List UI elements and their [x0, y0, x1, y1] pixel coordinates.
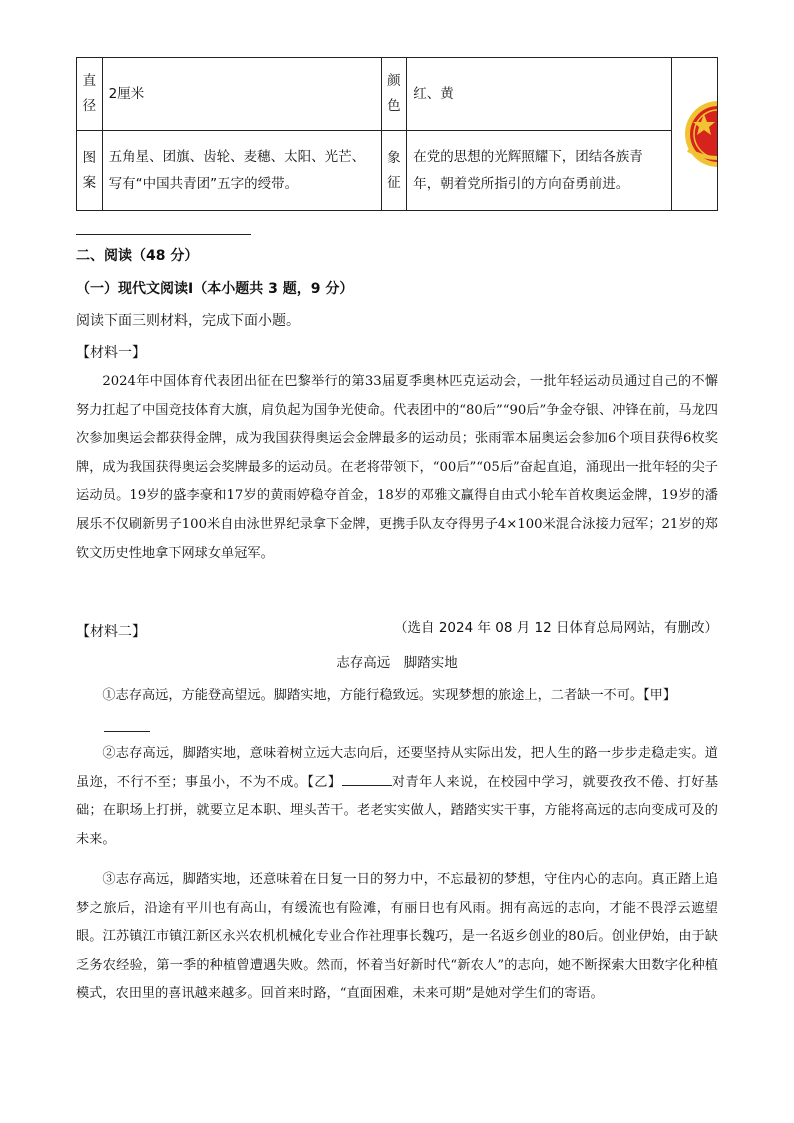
material2-paragraph-1: ①志存高远，方能登高望远。脚踏实地，方能行稳致远。实现梦想的旅途上，二者缺一不可。【甲】	[102, 688, 677, 703]
material1-source: （选自 2024 年 08 月 12 日体育总局网站，有删改）	[394, 620, 718, 636]
material2-heading: 【材料二】	[76, 624, 146, 640]
paragraph-2-part-2: 对青年人来说，在校园中学习，就要孜孜不倦、打好基础；在职场上打拼，就要立足本职、埋头苦干。老老实实做人，踏踏实实干事，方能将高远的志向变成可及的未来。	[76, 774, 719, 847]
color-value: 红、黄	[407, 58, 672, 131]
table-row	[77, 131, 718, 211]
paragraph-2-part-1: ②志存高远，脚踏实地，意味着树立远大志向后，还要坚持从实际出发，把人生的路一步步走稳走实。道虽迩，不行不至；事虽小，不为不成。【乙】	[76, 746, 718, 790]
color-label: 颜色	[381, 58, 407, 131]
table-row	[77, 58, 718, 131]
material1-paragraph: 2024年中国体育代表团出征在巴黎举行的第33届夏季奥林匹克运动会，一批年轻运动员通过自己的不懈努力扛起了中国竞技体育大旗，肩负起为国争光使命。代表团中的“80后”“90后”争金夺银、冲锋在前，马龙四次参加奥运会都获得金牌，成为我国获得奥运会金牌最多的运动员；张雨霏本届奥运会参加6个项目获得6枚奖牌，成为我国获得奥运会奖牌最多的运动员。在老将带领下，“00后”“05后”奋起直追，涌现出一批年轻的尖子运动员。19岁的盛李豪和17岁的黄雨婷稳夺首金，18岁的邓雅文赢得自由式小轮车首枚奥运金牌，19岁的潘展乐不仅刷新男子100米自由泳世界纪录拿下金牌，更携手队友夺得男子4×100米混合泳接力冠军；21岁的郑钦文历史性地拿下网球女单冠军。	[76, 374, 718, 561]
subsection-title: （一）现代文阅读Ⅰ（本小题共 3 题，9 分）	[76, 281, 354, 297]
pattern-label: 图案	[77, 131, 103, 211]
section-title: 二、阅读（48 分）	[76, 248, 199, 264]
blank-yi	[342, 771, 392, 786]
material2-paragraph-2	[76, 740, 718, 854]
divider	[76, 234, 251, 235]
material2-paragraph-3: ③志存高远，脚踏实地，还意味着在日复一日的努力中，不忘最初的梦想，守住内心的志向。真正踏上追梦之旅后，沿途有平川也有高山，有缓流也有险滩，有丽日也有风雨。拥有高远的志向，才能不畏浮云遮望眼。江苏镇江市镇江新区永兴农机机械化专业合作社理事长魏巧，是一名返乡创业的80后。创业伊始，由于缺乏务农经验，第一季的种植曾遭遇失败。然而，怀着当好新时代“新农人”的志向，她不断探索大田数字化种植模式，农田里的喜讯越来越多。回首来时路，“直面困难，未来可期”是她对学生们的寄语。	[76, 872, 718, 1002]
symbol-label: 象征	[381, 131, 407, 211]
emblem-info-table	[76, 57, 747, 211]
blank-jia	[104, 731, 150, 732]
youth-league-emblem-image: 中国共	[684, 100, 718, 168]
material1-heading: 【材料一】	[76, 345, 146, 361]
emblem-cell	[671, 58, 747, 211]
pattern-value: 五角星、团旗、齿轮、麦穗、太阳、光芒、写有“中国共青团”五字的绶带。	[102, 131, 381, 211]
instruction-text: 阅读下面三则材料，完成下面小题。	[76, 313, 300, 329]
material2-title: 志存高远 脚踏实地	[336, 655, 458, 671]
diameter-value: 2厘米	[102, 58, 381, 131]
diameter-label: 直径	[77, 58, 103, 131]
symbol-value: 在党的思想的光辉照耀下，团结各族青年，朝着党所指引的方向奋勇前进。	[407, 131, 672, 211]
